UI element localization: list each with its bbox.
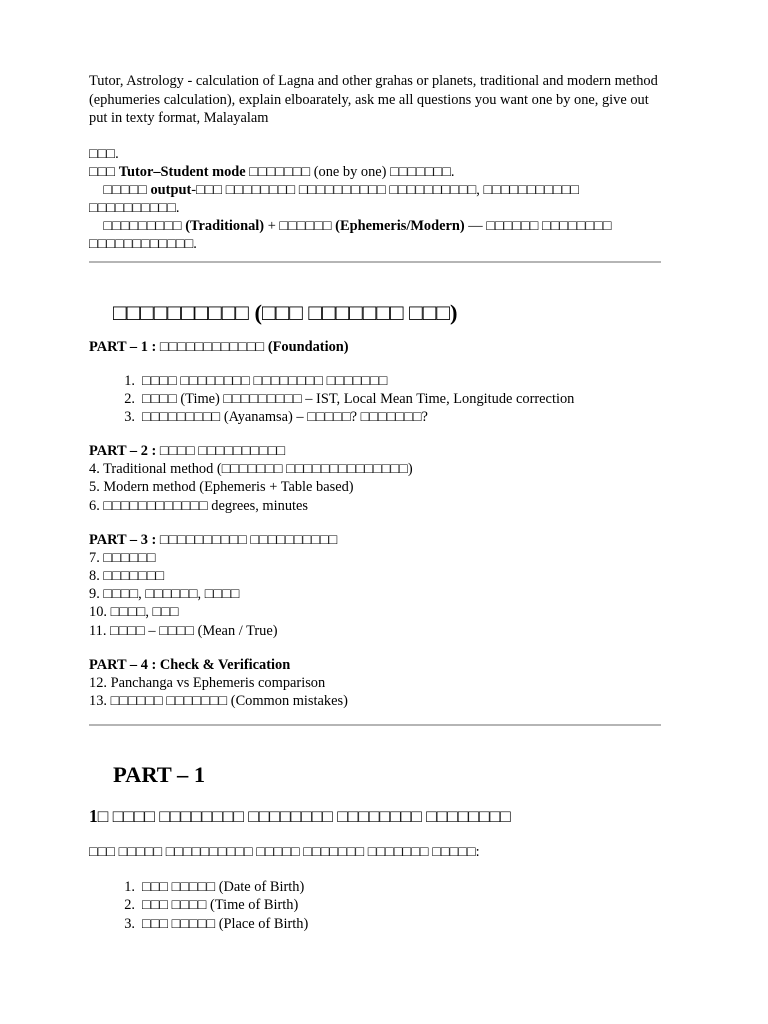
part-1-list: [89, 372, 664, 427]
list-item: 7. □□□□□□: [89, 549, 156, 566]
list-text: □□□□ □□□□□□□□ □□□□□□□□ □□□□□□□: [142, 372, 388, 389]
intro-line: □□□.: [89, 145, 119, 162]
list-item: [89, 390, 664, 408]
list-item: [89, 915, 664, 933]
list-number: 1.: [124, 372, 135, 389]
list-item: 8. □□□□□□□: [89, 567, 165, 584]
section-heading: 1□ □□□□ □□□□□□□□ □□□□□□□□ □□□□□□□□ □□□□□□□□: [89, 806, 511, 827]
list-text: □□□□□□□□□ (Ayanamsa) – □□□□□? □□□□□□□?: [142, 408, 428, 425]
list-item: [89, 372, 664, 390]
intro-bold-text: (Ephemeris/Modern): [335, 217, 465, 234]
part-2-list: [89, 460, 664, 515]
intro-bold-text: □□□□□□: [279, 217, 336, 234]
prompt-text: Tutor, Astrology - calculation of Lagna and other grahas or planets, traditional and modern method (ephumeries calculation), explain elboarately, ask me all questions you want one by one, give out put in texty format, Malayalam: [89, 73, 658, 126]
part-title: PART – 4 : Check & Verification: [89, 656, 291, 673]
list-text: □□□ □□□□ (Time of Birth): [142, 897, 299, 914]
intro-text: — □□□□□□ □□□□□□□□ □□□□□□□□□□□□.: [89, 217, 616, 252]
list-number: 3.: [124, 915, 135, 932]
list-text: □□□□ (Time) □□□□□□□□□ – IST, Local Mean Time, Longitude correction: [142, 390, 575, 407]
intro-line: [89, 181, 664, 217]
list-item: 11. □□□□ – □□□□ (Mean / True): [89, 622, 278, 639]
intro-bold-text: (Traditional): [185, 217, 265, 234]
intro-bold-text: output: [150, 181, 192, 198]
list-item: 10. □□□□, □□□: [89, 604, 179, 621]
intro-text: □□□□□: [89, 181, 151, 198]
part-title: PART – 2 : □□□□ □□□□□□□□□□: [89, 443, 286, 460]
section-lead: □□□ □□□□□ □□□□□□□□□□ □□□□□ □□□□□□□ □□□□□□□ □□□□□:: [89, 844, 480, 861]
syllabus-heading: □□□□□□□□□□ (□□□ □□□□□□□ □□□): [113, 299, 458, 325]
list-text: □□□ □□□□□ (Date of Birth): [142, 879, 305, 896]
list-item: 5. Modern method (Ephemeris + Table based): [89, 479, 354, 496]
intro-text: □□□: [89, 163, 119, 180]
document-page: [89, 72, 664, 933]
intro-text: +: [264, 217, 280, 234]
list-item: 6. □□□□□□□□□□□□ degrees, minutes: [89, 497, 309, 514]
divider: [89, 724, 661, 726]
birth-details-list: [89, 878, 664, 933]
intro-text: □□□□□□□□□: [89, 217, 186, 234]
intro-block: [89, 145, 664, 253]
list-item: [89, 896, 664, 914]
intro-line: [89, 163, 664, 181]
list-number: 1.: [124, 879, 135, 896]
list-number: 3.: [124, 408, 135, 425]
list-item: 13. □□□□□□ □□□□□□□ (Common mistakes): [89, 692, 348, 709]
intro-text: □□□□□□□ (one by one) □□□□□□□.: [245, 163, 455, 180]
list-item: 4. Traditional method (□□□□□□□ □□□□□□□□□□□□□□): [89, 461, 413, 478]
part-3-list: [89, 549, 664, 640]
list-number: 2.: [124, 897, 135, 914]
list-item: [89, 408, 664, 426]
part-title: PART – 1 : □□□□□□□□□□□□ (Foundation): [89, 338, 349, 355]
divider: [89, 261, 661, 263]
part-1-heading: PART – 1: [113, 762, 206, 788]
intro-line: [89, 217, 664, 253]
part-title: PART – 3 : □□□□□□□□□□ □□□□□□□□□□: [89, 531, 338, 548]
list-text: □□□ □□□□□ (Place of Birth): [142, 915, 309, 932]
list-item: [89, 878, 664, 896]
intro-text: -□□□ □□□□□□□□ □□□□□□□□□□ □□□□□□□□□□, □□□□□□□□□□□ □□□□□□□□□□.: [89, 181, 583, 216]
part-4-list: [89, 674, 664, 710]
list-number: 2.: [124, 390, 135, 407]
intro-bold-text: Tutor–Student mode: [118, 163, 246, 180]
list-item: 9. □□□□, □□□□□□, □□□□: [89, 586, 240, 603]
list-item: 12. Panchanga vs Ephemeris comparison: [89, 674, 326, 691]
